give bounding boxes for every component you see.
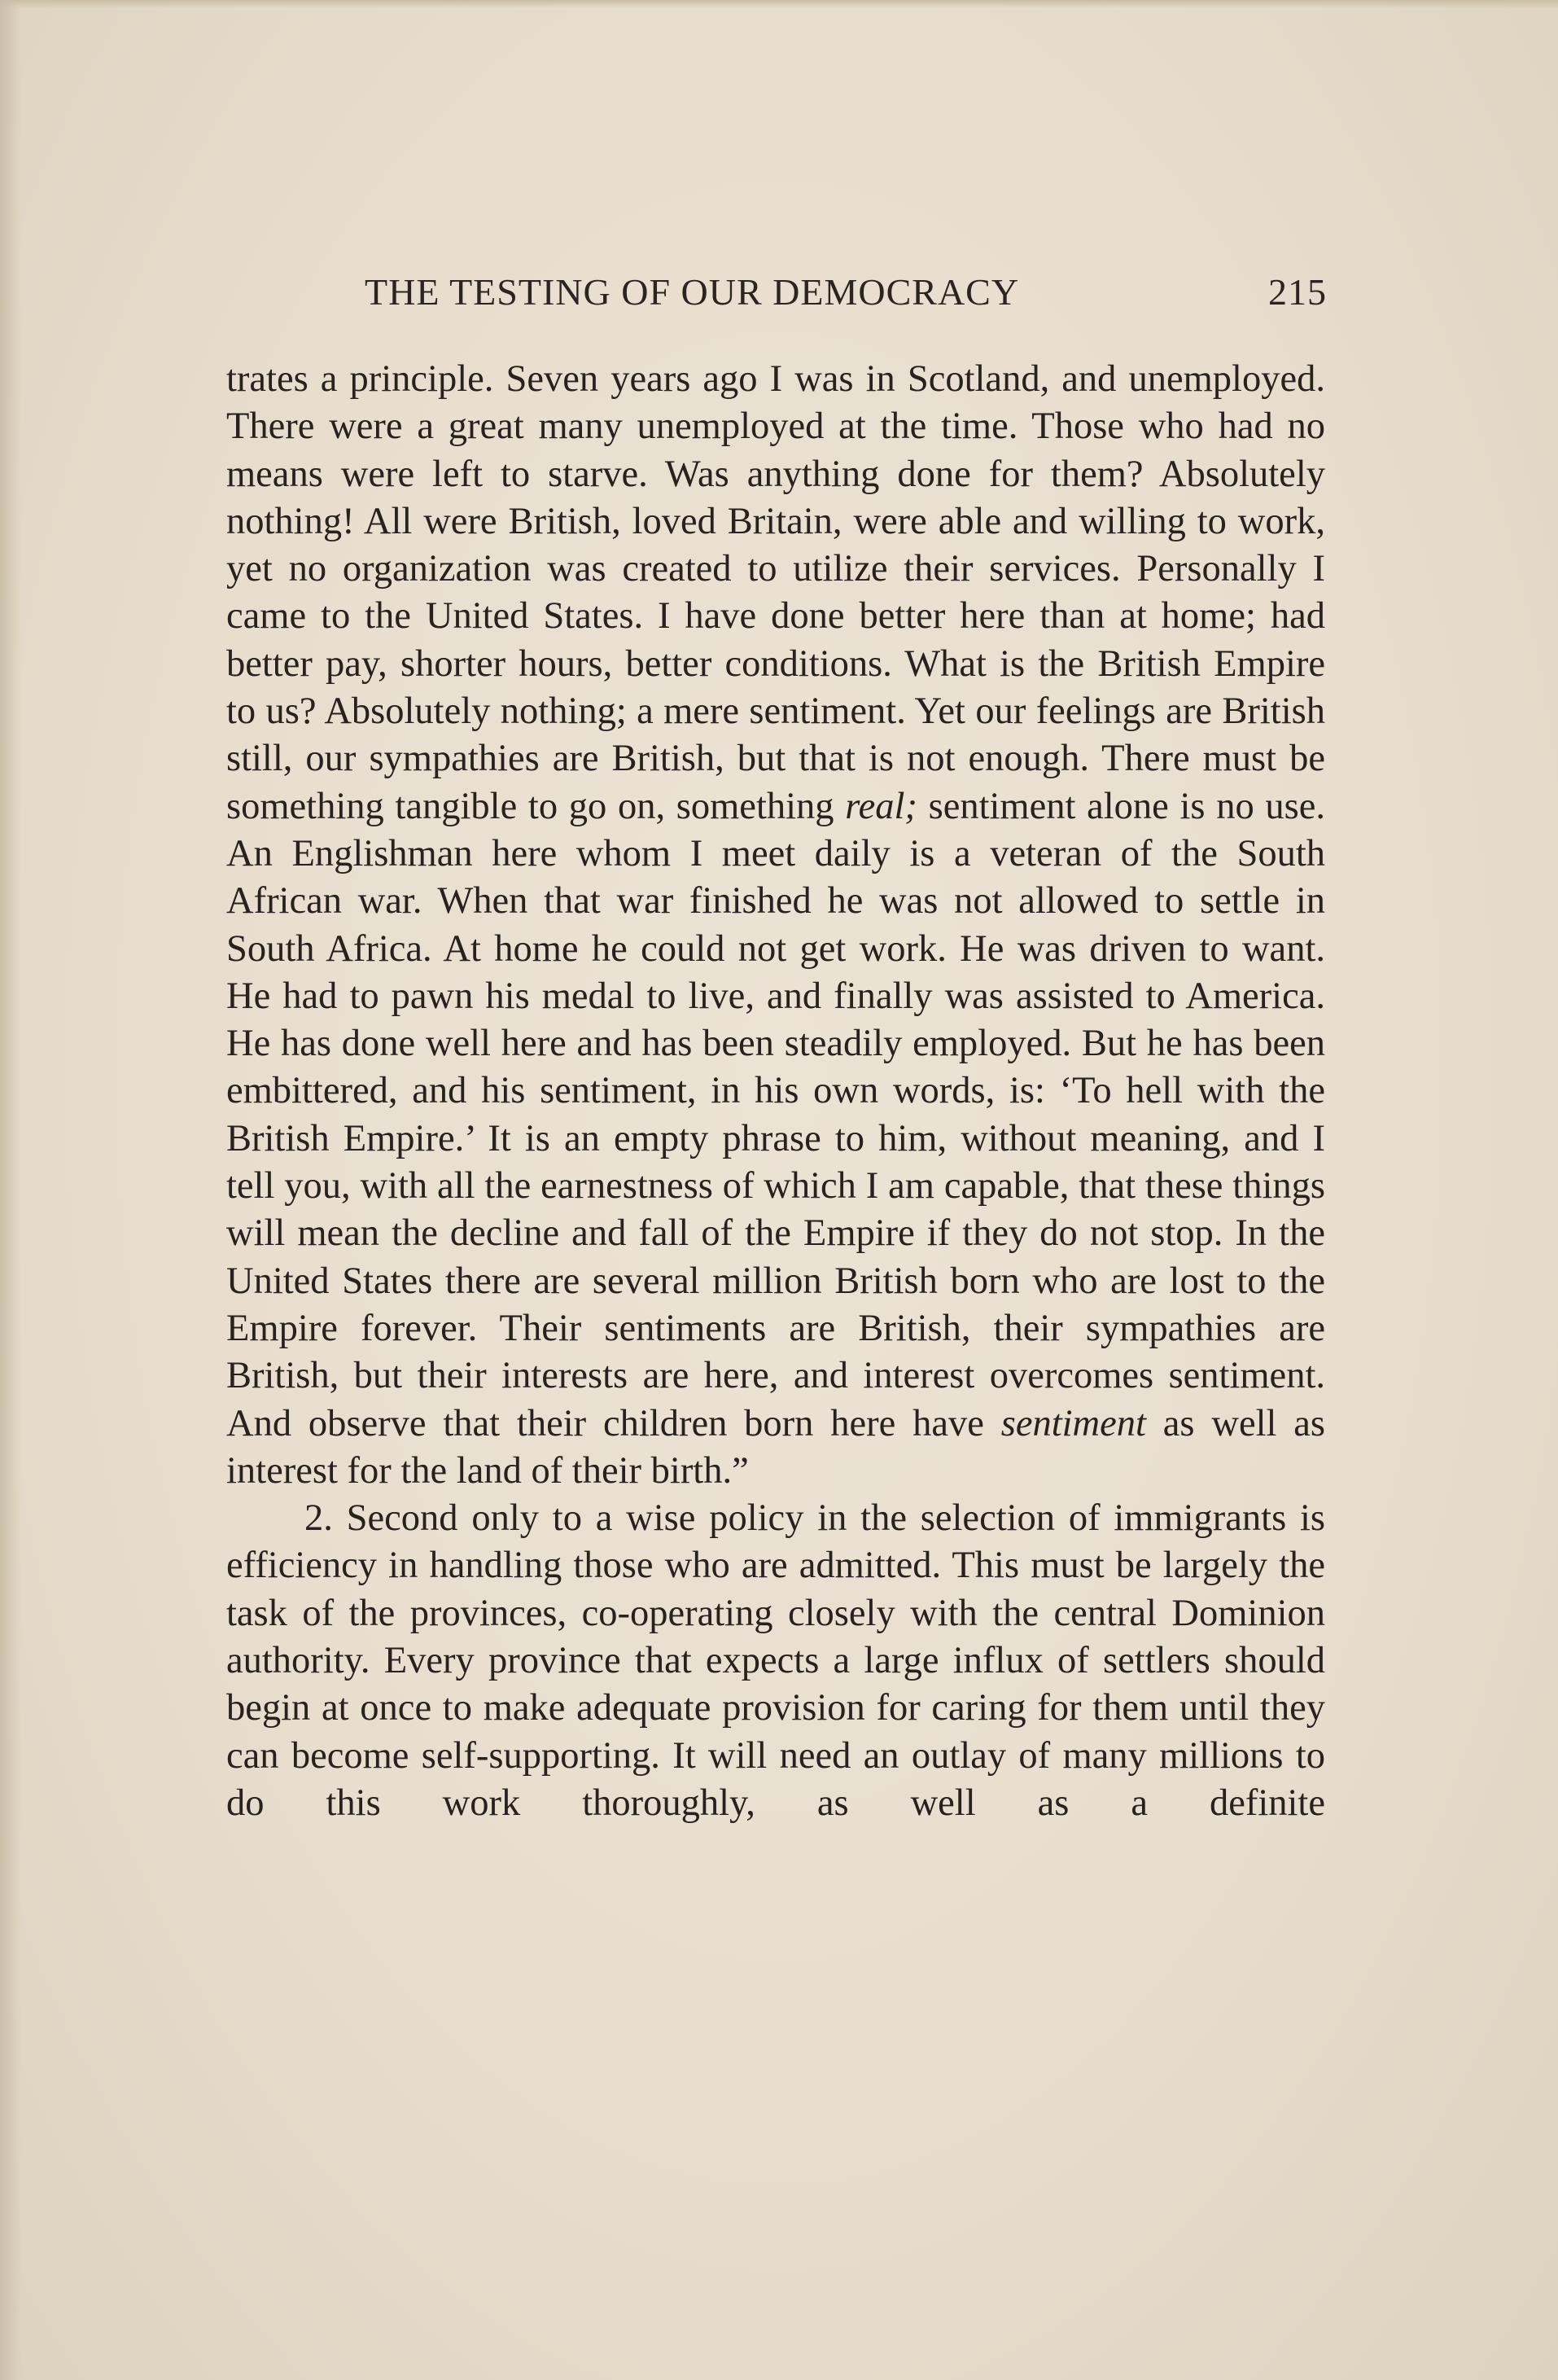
page-gutter-shadow [0, 0, 21, 2380]
page-number: 215 [1268, 271, 1327, 313]
paragraph-1-text-b: sentiment alone is no use. An Englishman here whom I meet daily is a veteran of the South African war. When that war finished he was not allowed to settle in South Africa. At home he could not get work. He was driven to want. He had to pawn his medal to live, and finally was assisted to America. He has done well here and has been steadily employed. But he has been embittered, and his sentiment, in his own words, is: ‘To hell with the British Empire.’ It is an empty phrase to him, without meaning, and I tell you, with all the earnestness of which I am capable, that these things will mean the decline and fall of the Empire if they do not stop. In the United States there are several million British born who are lost to the Empire forever. Their sentiments are British, their sympathies are British, but their interests are here, and interest overcomes sentiment. And observe that their children born here have [226, 785, 1325, 1444]
page-top-edge-shadow [0, 0, 1558, 8]
paragraph-1-text-a: trates a principle. Seven years ago I was in Scotland, and unemployed. There were a great many unemployed at the time. Those who had no means were left to starve. Was anything done for them? Absolutely nothing! All were British, loved Britain, were able and willing to work, yet no organization was created to utilize their services. Personally I came to the United States. I have done better here than at home; had better pay, shorter hours, better conditions. What is the British Empire to us? Absolutely nothing; a mere sentiment. Yet our feelings are British still, our sympathies are British, but that is not enough. There must be something tangible to go on, something [226, 358, 1325, 827]
running-head-title: THE TESTING OF OUR DEMOCRACY [365, 271, 1020, 313]
paragraph-point-2: 2. Second only to a wise policy in the selection of immigrants is efficiency in handling those who are admitted. This must be largely the task of the provinces, co-operating closely with the central Dominion authority. Every province that expects a large influx of settlers should begin at once to make adequate provision for caring for them until they can become self-supporting. It will need an outlay of many millions to do this work thoroughly, as well as a definite [226, 1497, 1325, 1824]
body-text [226, 356, 1325, 1827]
paragraph-1-italic-real: real; [845, 785, 917, 827]
paragraph-quote-continuation [226, 356, 1325, 1495]
paragraph-1-text-c: as well as interest for the land of their birth.” [226, 1402, 1325, 1492]
running-head [226, 262, 1327, 319]
paragraph-1-italic-sentiment: sentiment [1000, 1402, 1146, 1444]
